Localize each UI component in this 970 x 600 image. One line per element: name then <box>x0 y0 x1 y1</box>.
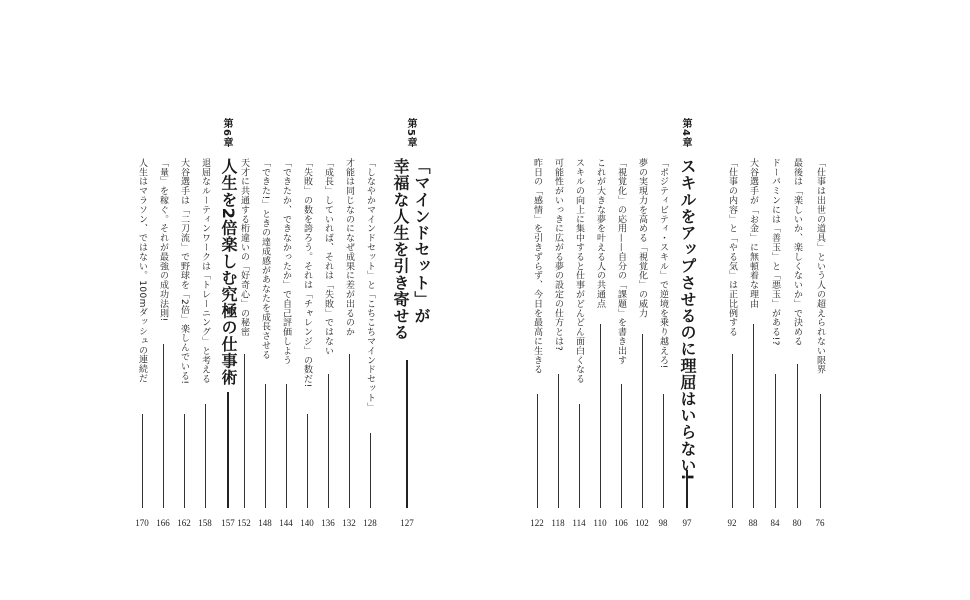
toc-item-leader <box>142 414 143 509</box>
toc-item-title[interactable]: ドーパミンには「善玉」と「悪玉」がある!? <box>770 158 780 346</box>
toc-item-page-number: 162 <box>177 518 191 528</box>
toc-item-leader <box>820 394 821 508</box>
toc-item-leader <box>307 414 308 509</box>
toc-item-title[interactable]: 人生はマラソン、ではない。100mダッシュの連続だ <box>137 158 147 383</box>
chapter-4-label: 第4章 <box>680 118 691 148</box>
toc-item-leader <box>184 414 185 509</box>
toc-item-leader <box>349 354 350 508</box>
toc-item-title[interactable]: 「量」を稼ぐ。それが最強の成功法則! <box>158 158 168 322</box>
toc-item-page-number: 102 <box>635 518 649 528</box>
toc-item-leader <box>558 374 559 508</box>
chapter-4-leader <box>686 470 688 508</box>
toc-item-leader <box>163 344 164 508</box>
toc-item-leader <box>663 394 664 508</box>
chapter-5-title-line2[interactable]: 幸福な人生を引き寄せる <box>391 158 410 341</box>
toc-item-page-number: 122 <box>530 518 544 528</box>
toc-item-title[interactable]: 退屈なルーティンワークは「トレーニング」と考える <box>200 158 210 384</box>
toc-item-page-number: 128 <box>363 518 377 528</box>
toc-item-leader <box>244 354 245 508</box>
toc-item-leader <box>328 374 329 508</box>
chapter-4-page-number: 97 <box>682 518 692 528</box>
toc-item-page-number: 148 <box>258 518 272 528</box>
toc-item-title[interactable]: 大谷選手が「お金」に無頓着な理由 <box>748 158 758 309</box>
chapter-6-label: 第6章 <box>221 118 232 148</box>
toc-item-page-number: 110 <box>593 518 607 528</box>
toc-item-title[interactable]: 「ポジティビティ・スキル」で逆境を乗り越えろ! <box>658 158 668 369</box>
toc-item-page-number: 166 <box>156 518 170 528</box>
chapter-6-leader <box>227 392 229 508</box>
toc-item-title[interactable]: 「視覚化」の応用——自分の「課題」を書き出す <box>616 158 626 365</box>
chapter-5-title-line1[interactable]: 「マインドセット」が <box>412 158 431 324</box>
toc-item-title[interactable]: これが大きな夢を叶える人の共通点 <box>595 158 605 309</box>
toc-item-title[interactable]: 「しなやかマインドセット」と「こちこちマインドセット」 <box>365 158 375 412</box>
toc-item-page-number: 136 <box>321 518 335 528</box>
toc-item-title[interactable]: 才能は同じなのになぜ成果に差が出るのか <box>344 158 354 337</box>
chapter-5-label: 第5章 <box>405 118 416 148</box>
toc-item-title[interactable]: スキルの向上に集中すると仕事がどんどん面白くなる <box>574 158 584 384</box>
toc-item-page-number: 118 <box>551 518 565 528</box>
toc-item-title[interactable]: 「できた!」ときの達成感があなたを成長させる <box>260 158 270 360</box>
toc-item-page-number: 76 <box>815 518 825 528</box>
toc-item-page-number: 80 <box>792 518 802 528</box>
toc-item-title[interactable]: 最後は「楽しいか、楽しくないか」で決める <box>792 158 802 346</box>
toc-item-title[interactable]: 「成長」していれば、それは「失敗」ではない <box>323 158 333 356</box>
toc-item-leader <box>600 324 601 508</box>
toc-item-leader <box>775 374 776 508</box>
toc-item-leader <box>579 404 580 508</box>
toc-item-page-number: 114 <box>572 518 586 528</box>
toc-item-leader <box>642 334 643 508</box>
toc-item-page-number: 88 <box>748 518 758 528</box>
chapter-5-leader <box>406 360 408 508</box>
toc-item-title[interactable]: 「できたか、できなかったか」で自己評価しよう <box>281 158 291 365</box>
toc-item-page-number: 106 <box>614 518 628 528</box>
toc-item-page-number: 84 <box>770 518 780 528</box>
chapter-5-page-number: 127 <box>400 518 414 528</box>
chapter-6-title[interactable]: 人生を2倍楽しむ究極の仕事術 <box>219 158 238 386</box>
toc-item-page-number: 170 <box>135 518 149 528</box>
toc-item-title[interactable]: 大谷選手は「二刀流」で野球を「2倍」楽しんでいる! <box>179 158 189 385</box>
toc-item-leader <box>370 433 371 508</box>
toc-item-leader <box>286 384 287 508</box>
toc-item-leader <box>732 354 733 508</box>
toc-item-page-number: 98 <box>658 518 668 528</box>
toc-item-page-number: 152 <box>237 518 251 528</box>
toc-item-title[interactable]: 「仕事の内容」と「やる気」は正比例する <box>727 158 737 337</box>
toc-item-page-number: 132 <box>342 518 356 528</box>
toc-item-title[interactable]: 昨日の「感情」を引きずらず、今日を最高に生きる <box>532 158 542 375</box>
toc-item-leader <box>537 394 538 508</box>
toc-item-title[interactable]: 可能性がいっきに広がる夢の設定の仕方とは? <box>553 158 563 352</box>
toc-page-right <box>485 0 970 600</box>
toc-item-leader <box>621 384 622 508</box>
toc-item-page-number: 92 <box>727 518 737 528</box>
toc-item-leader <box>265 384 266 508</box>
toc-item-title[interactable]: 天才に共通する桁違いの「好奇心」の秘密 <box>239 158 249 337</box>
toc-item-leader <box>205 404 206 508</box>
toc-item-page-number: 144 <box>279 518 293 528</box>
toc-item-leader <box>797 364 798 508</box>
chapter-4-title[interactable]: スキルをアップさせるのに理屈はいらない! <box>678 158 697 482</box>
toc-item-title[interactable]: 「失敗」の数を誇ろう。それは「チャレンジ」の数だ! <box>302 158 312 388</box>
toc-item-leader <box>753 324 754 508</box>
toc-item-title[interactable]: 夢の実現力を高める「視覚化」の威力 <box>637 158 647 318</box>
toc-item-page-number: 158 <box>198 518 212 528</box>
toc-item-page-number: 140 <box>300 518 314 528</box>
toc-item-title[interactable]: 「仕事は出世の道具」という人の超えられない限界 <box>815 158 825 375</box>
chapter-6-page-number: 157 <box>221 518 235 528</box>
